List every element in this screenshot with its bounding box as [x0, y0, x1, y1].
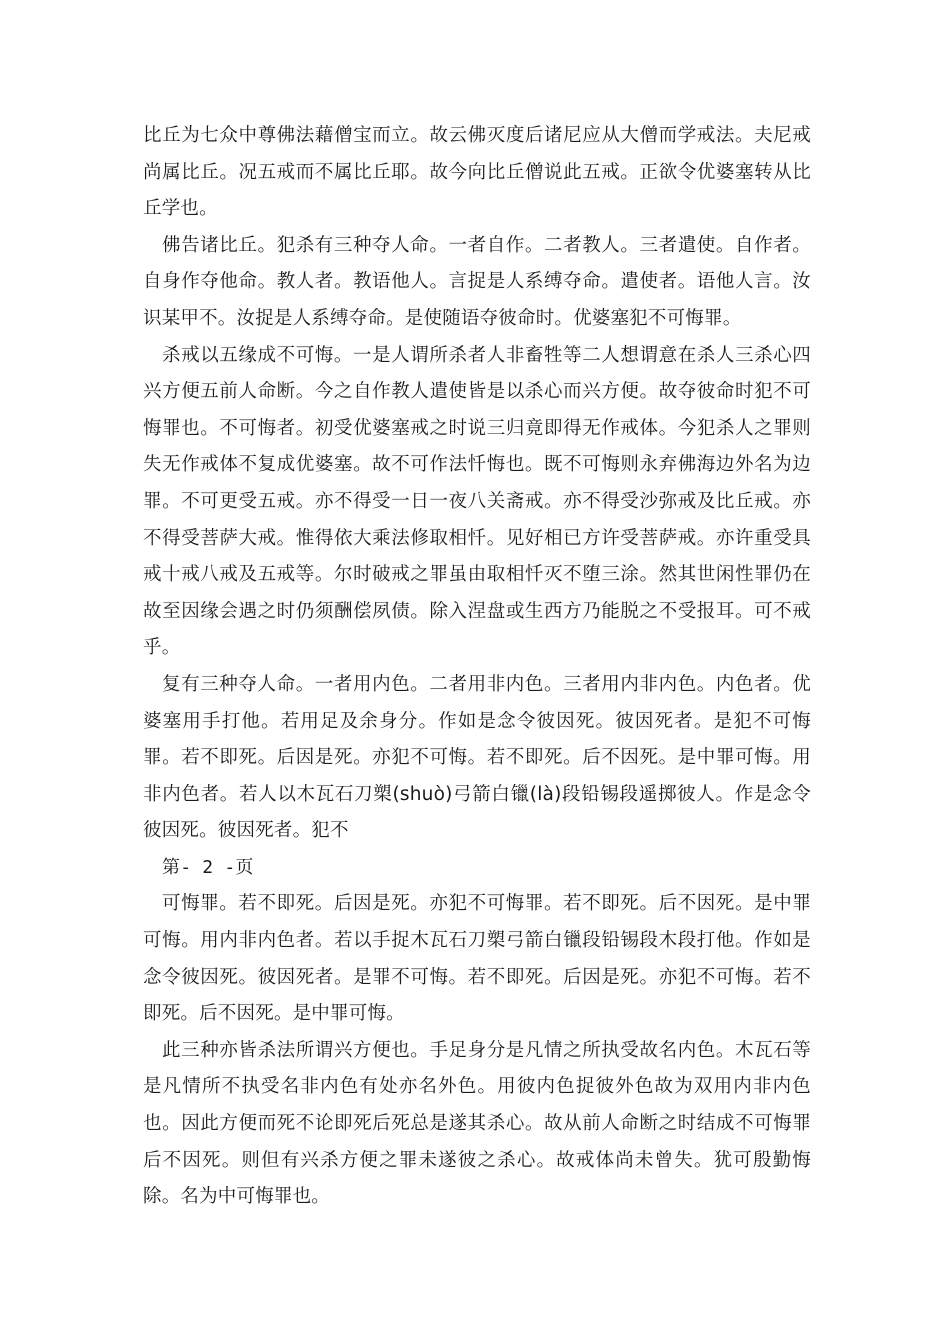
document-body: [143, 118, 811, 1216]
paragraph: 此三种亦皆杀法所谓兴方便也。手足身分是凡情之所执受故名内色。木瓦石等是凡情所不执受名非内色有处亦名外色。用彼内色捉彼外色故为双用内非内色也。因此方便而死不论即死后死总是遂其杀心。故从前人命断之时结成不可悔罪后不因死。则但有兴杀方便之罪未遂彼之杀心。故戒体尚未曾失。犹可殷勤悔除。名为中可悔罪也。: [143, 1039, 811, 1208]
paragraph: 杀戒以五缘成不可悔。一是人谓所杀者人非畜牲等二人想谓意在杀人三杀心四兴方便五前人命断。今之自作教人遣使皆是以杀心而兴方便。故夺彼命时犯不可悔罪也。不可悔者。初受优婆塞戒之时说三归竟即得无作戒体。今犯杀人之罪则失无作戒体不复成优婆塞。故不可作法忏悔也。既不可悔则永弃佛海边外名为边罪。不可更受五戒。亦不得受一日一夜八关斋戒。亦不得受沙弥戒及比丘戒。亦不得受菩萨大戒。惟得依大乘法修取相忏。见好相已方许受菩萨戒。亦许重受具戒十戒八戒及五戒等。尔时破戒之罪虽由取相忏灭不堕三涂。然其世闲性罪仍在故至因缘会遇之时仍须酬偿夙债。除入涅盘或生西方乃能脱之不受报耳。可不戒乎。: [143, 344, 811, 659]
page-number-marker: 第- 2 -页: [162, 856, 254, 878]
paragraph: 可悔罪。若不即死。后因是死。亦犯不可悔罪。若不即死。后不因死。是中罪可悔。用内非内色者。若以手捉木瓦石刀槊弓箭白镴段铅锡段木段打他。作如是念令彼因死。彼因死者。是罪不可悔。若不即死。后因是死。亦犯不可悔。若不即死。后不因死。是中罪可悔。: [143, 893, 811, 1025]
paragraph: 复有三种夺人命。一者用内色。二者用非内色。三者用内非内色。内色者。优婆塞用手打他。若用足及余身分。作如是念令彼因死。彼因死者。是犯不可悔罪。若不即死。后因是死。亦犯不可悔。若不即死。后不因死。是中罪可悔。用非内色者。若人以木瓦石刀槊(shuò)弓箭白镴(là)段铅锡段遥掷彼人。作是念令彼因死。彼因死者。犯不: [143, 673, 811, 842]
paragraph: 比丘为七众中尊佛法藉僧宝而立。故云佛灭度后诸尼应从大僧而学戒法。夫尼戒尚属比丘。况五戒而不属比丘耶。故今向比丘僧说此五戒。正欲令优婆塞转从比丘学也。: [143, 125, 811, 220]
paragraph: 佛告诸比丘。犯杀有三种夺人命。一者自作。二者教人。三者遣使。自作者。自身作夺他命。教人者。教语他人。言捉是人系缚夺命。遣使者。语他人言。汝识某甲不。汝捉是人系缚夺命。是使随语夺彼命时。优婆塞犯不可悔罪。: [143, 234, 811, 329]
